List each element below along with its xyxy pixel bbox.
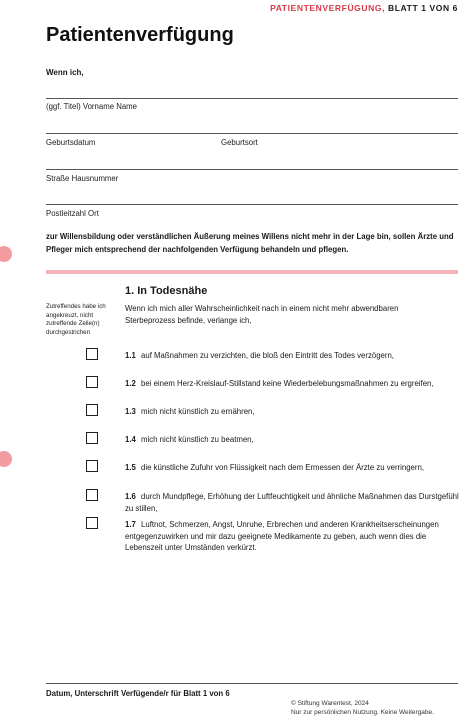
list-item bbox=[125, 406, 463, 418]
item-number: 1.7 bbox=[125, 520, 136, 529]
list-item bbox=[125, 434, 463, 446]
item-text: mich nicht künstlich zu beatmen, bbox=[141, 435, 254, 444]
birthplace-field-label: Geburtsort bbox=[221, 138, 258, 147]
postal-field-label: Postleitzahl Ort bbox=[46, 209, 99, 218]
list-item bbox=[125, 350, 463, 362]
checkbox-1-1[interactable] bbox=[86, 348, 98, 360]
punch-hole-marker bbox=[0, 246, 12, 262]
street-field-line[interactable] bbox=[46, 169, 458, 170]
item-text: bei einem Herz-Kreislauf-Stillstand keine Wiederbelebungsmaßnahmen zu ergreifen, bbox=[141, 379, 434, 388]
checkbox-1-4[interactable] bbox=[86, 432, 98, 444]
page-title: Patientenverfügung bbox=[46, 24, 234, 46]
section-title: 1. In Todesnähe bbox=[125, 285, 208, 297]
list-item bbox=[125, 462, 463, 474]
section-intro: Wenn ich mich aller Wahrscheinlichkeit nach in einem nicht mehr abwendbaren Sterbeprozess befinde, verlange ich, bbox=[125, 304, 399, 325]
item-text: durch Mundpflege, Erhöhung der Luftfeuchtigkeit und ähnliche Maßnahmen das Durstgefühl zu stillen, bbox=[125, 492, 459, 513]
item-text: auf Maßnahmen zu verzichten, die bloß den Eintritt des Todes verzögern, bbox=[141, 351, 394, 360]
item-text: Luftnot, Schmerzen, Angst, Unruhe, Erbrechen und anderen Krankheitserscheinungen entgegenzuwirken und mir dazu geeignete Medikamente zu geben, auch wenn dies die Lebenszeit unter Umständen verkürzt. bbox=[125, 520, 439, 552]
name-field-line[interactable] bbox=[46, 98, 458, 99]
postal-field-line[interactable] bbox=[46, 204, 458, 205]
item-number: 1.4 bbox=[125, 435, 136, 444]
item-number: 1.2 bbox=[125, 379, 136, 388]
checkbox-1-5[interactable] bbox=[86, 460, 98, 472]
list-item bbox=[125, 491, 463, 514]
sheet-header bbox=[270, 3, 458, 13]
checkbox-1-6[interactable] bbox=[86, 489, 98, 501]
item-text: mich nicht künstlich zu ernähren, bbox=[141, 407, 255, 416]
name-field-label: (ggf. Titel) Vorname Name bbox=[46, 102, 138, 111]
checkbox-1-7[interactable] bbox=[86, 517, 98, 529]
list-item bbox=[125, 519, 463, 554]
street-field-label: Straße Hausnummer bbox=[46, 174, 119, 183]
item-number: 1.5 bbox=[125, 463, 136, 472]
copyright-notice bbox=[291, 700, 434, 717]
signature-label: Datum, Unterschrift Verfügende/r für Blatt 1 von 6 bbox=[46, 689, 230, 698]
item-text: die künstliche Zufuhr von Flüssigkeit nach dem Ermessen der Ärzte zu verringern, bbox=[141, 463, 424, 472]
usage-note: Nur zur persönlichen Nutzung. Keine Weitergabe. bbox=[291, 708, 434, 716]
item-number: 1.1 bbox=[125, 351, 136, 360]
signature-line[interactable] bbox=[46, 683, 458, 684]
list-item bbox=[125, 378, 463, 390]
statement-paragraph: zur Willensbildung oder verständlichen Äußerung meines Willens nicht mehr in der Lage bin, sollen Ärzte und Pfleger mich entsprechend der nachfolgenden Verfügung behandeln und pflegen. bbox=[46, 232, 454, 254]
intro-text: Wenn ich, bbox=[46, 68, 84, 77]
header-document-type: PATIENTENVERFÜGUNG, bbox=[270, 3, 386, 13]
section-divider bbox=[46, 270, 458, 274]
item-number: 1.6 bbox=[125, 492, 136, 501]
header-sheet-number: BLATT 1 VON 6 bbox=[388, 3, 458, 13]
checkbox-1-3[interactable] bbox=[86, 404, 98, 416]
copyright-line: © Stiftung Warentest, 2024 bbox=[291, 700, 369, 707]
birth-field-line[interactable] bbox=[46, 133, 458, 134]
birthdate-field-label: Geburtsdatum bbox=[46, 138, 96, 147]
punch-hole-marker bbox=[0, 451, 12, 467]
item-number: 1.3 bbox=[125, 407, 136, 416]
checkbox-1-2[interactable] bbox=[86, 376, 98, 388]
side-note: Zutreffendes habe ich angekreuzt, nicht zutreffende Zeile(n) durchgestrichen bbox=[46, 303, 106, 336]
